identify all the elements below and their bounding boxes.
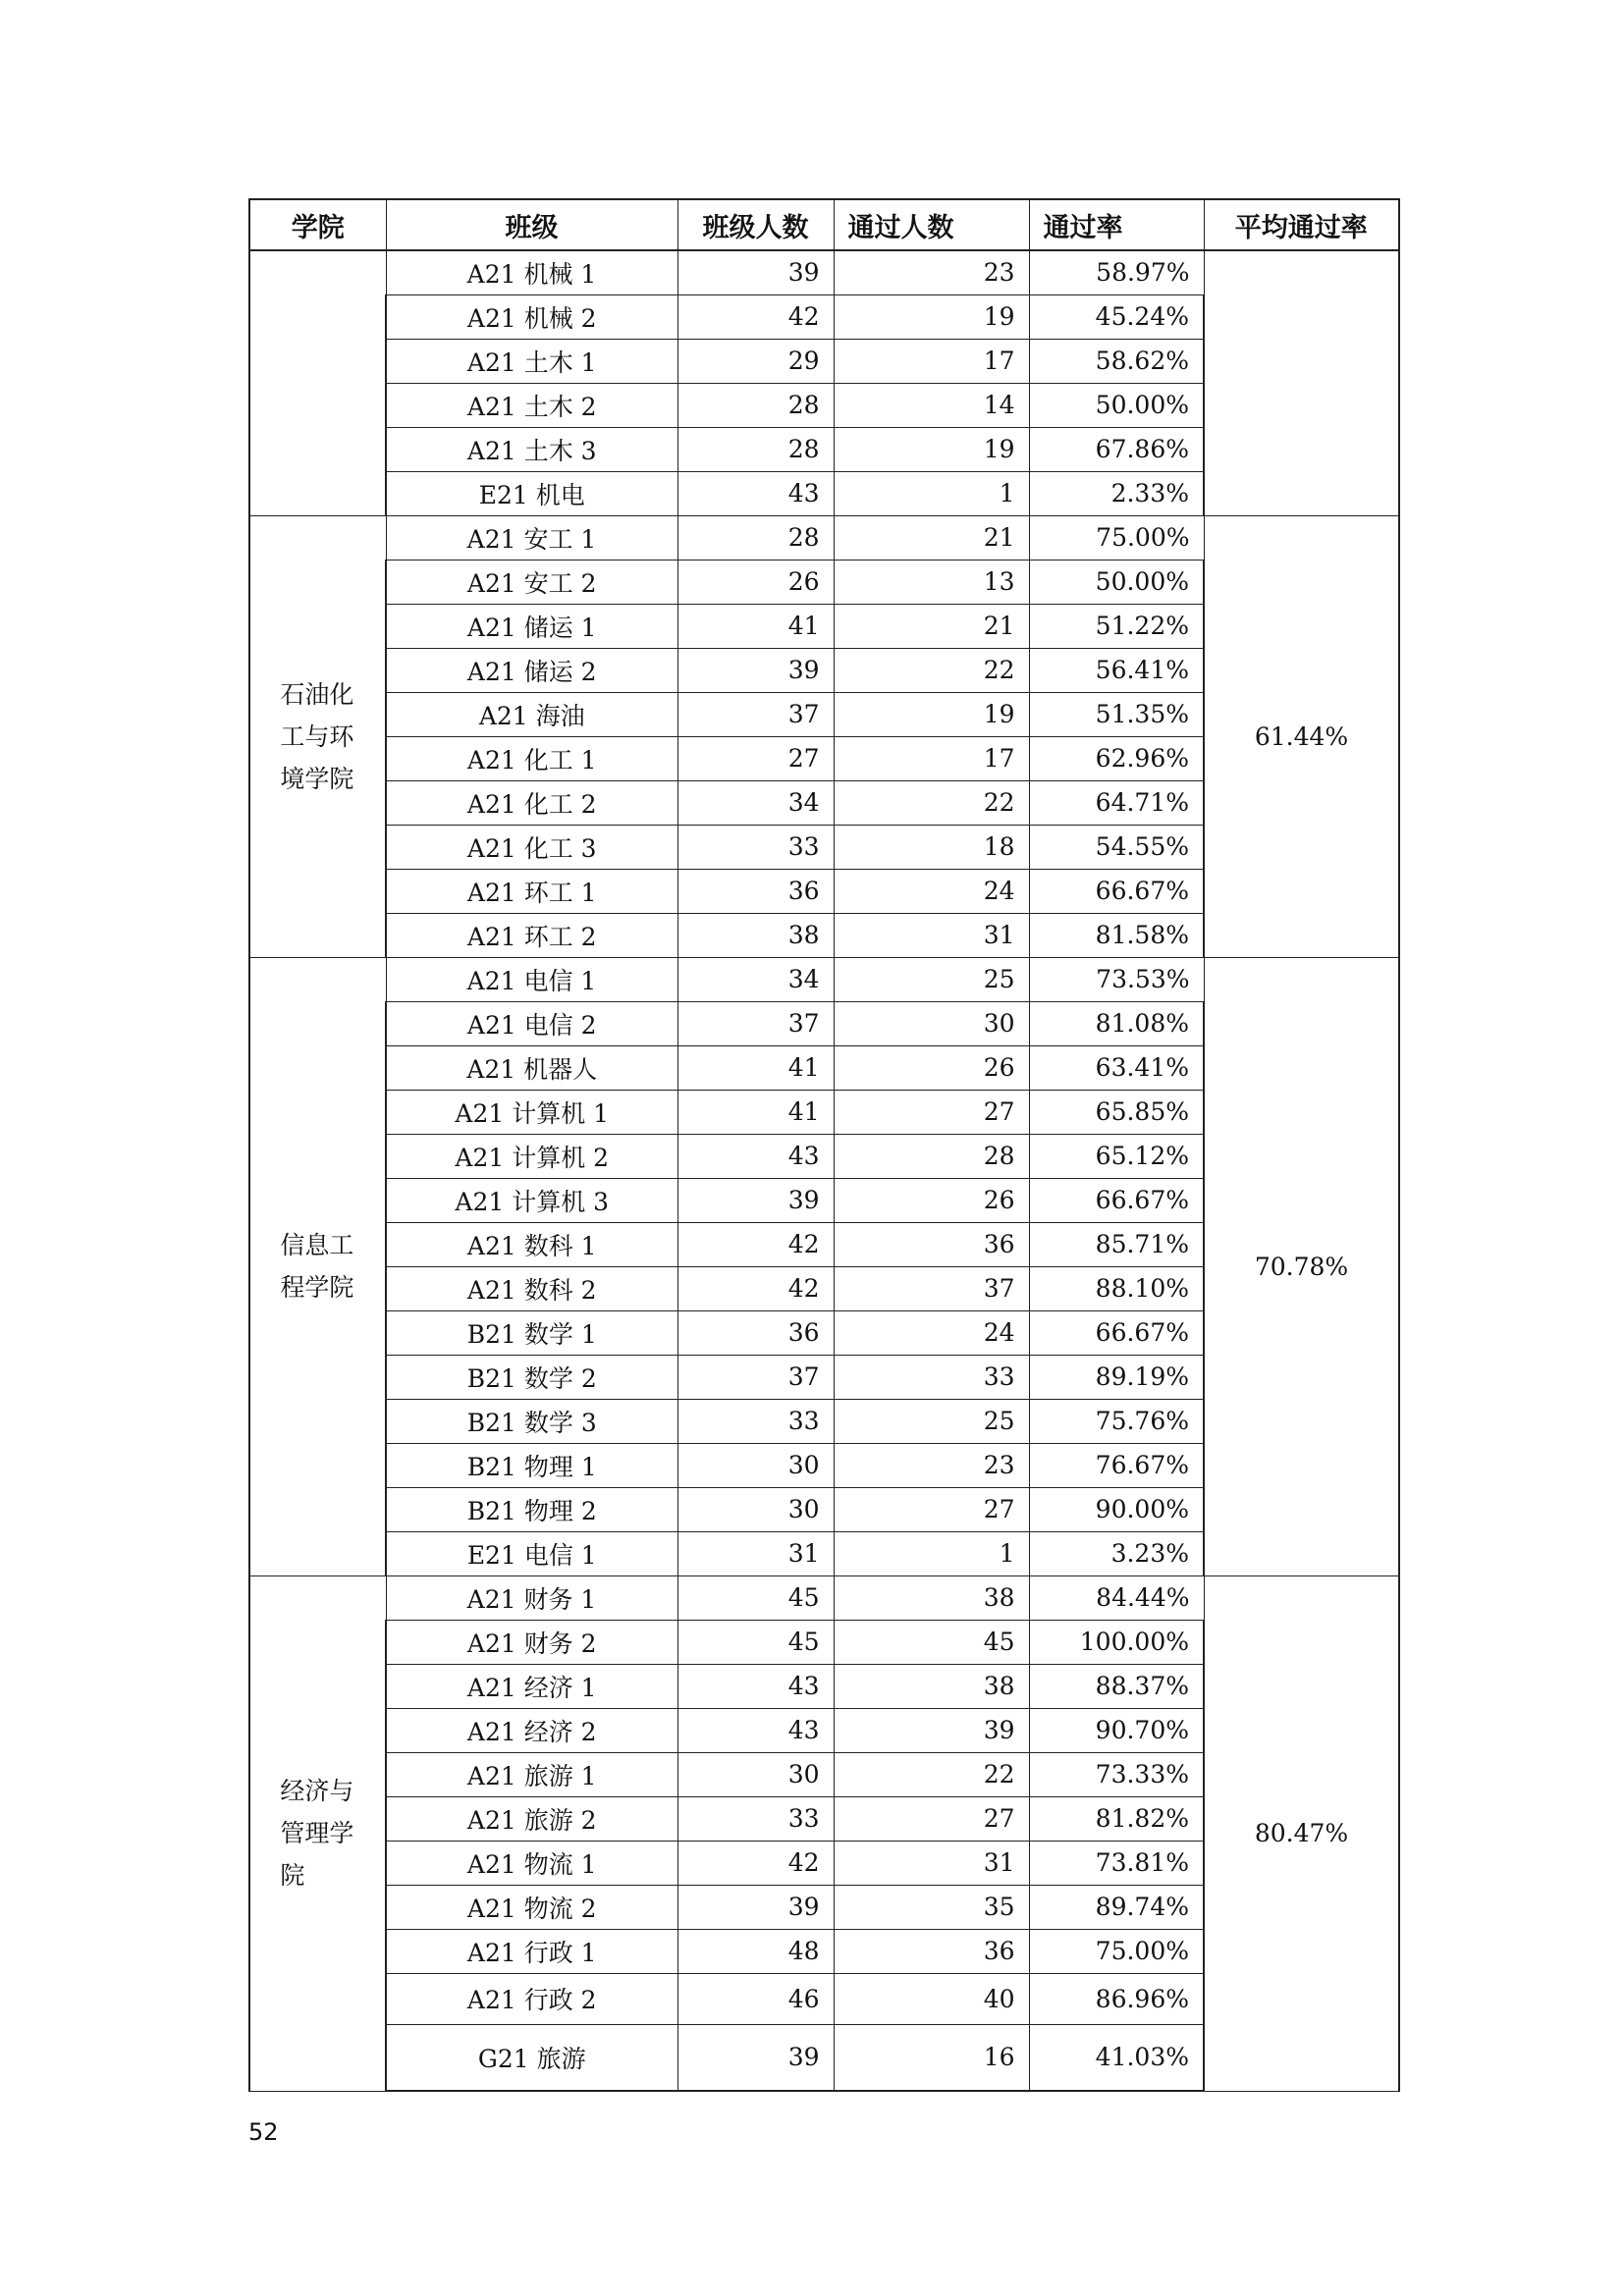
class-cell: B21 数学 1 <box>386 1310 677 1355</box>
passed-count-cell: 38 <box>834 1575 1029 1620</box>
passed-count-cell: 19 <box>834 427 1029 471</box>
class-cell: A21 数科 2 <box>386 1266 677 1310</box>
passed-count-cell: 27 <box>834 1090 1029 1134</box>
passed-count-cell: 18 <box>834 825 1029 869</box>
header-class-size: 班级人数 <box>677 199 834 250</box>
passed-count-cell: 37 <box>834 1266 1029 1310</box>
class-size-cell: 28 <box>677 383 834 427</box>
class-cell: A21 土木 1 <box>386 339 677 383</box>
passed-count-cell: 27 <box>834 1487 1029 1531</box>
passed-count-cell: 38 <box>834 1664 1029 1708</box>
class-cell: A21 行政 1 <box>386 1929 677 1973</box>
class-size-cell: 42 <box>677 1841 834 1885</box>
college-cell <box>249 957 386 1575</box>
pass-rate-cell: 66.67% <box>1029 1178 1204 1222</box>
class-cell: E21 机电 <box>386 471 677 515</box>
class-size-cell: 33 <box>677 825 834 869</box>
pass-rate-cell: 62.96% <box>1029 736 1204 780</box>
class-size-cell: 43 <box>677 471 834 515</box>
pass-rate-cell: 84.44% <box>1029 1575 1204 1620</box>
class-size-cell: 43 <box>677 1134 834 1178</box>
passed-count-cell: 33 <box>834 1355 1029 1399</box>
average-pass-rate-cell: 80.47% <box>1204 1575 1399 2091</box>
class-size-cell: 29 <box>677 339 834 383</box>
pass-rate-cell: 67.86% <box>1029 427 1204 471</box>
passed-count-cell: 22 <box>834 648 1029 692</box>
class-cell: A21 储运 1 <box>386 604 677 648</box>
pass-rate-cell: 66.67% <box>1029 869 1204 913</box>
passed-count-cell: 21 <box>834 515 1029 560</box>
pass-rate-cell: 81.08% <box>1029 1001 1204 1045</box>
class-cell: A21 行政 2 <box>386 1973 677 2024</box>
class-cell: G21 旅游 <box>386 2024 677 2091</box>
average-pass-rate-cell: 61.44% <box>1204 515 1399 957</box>
class-cell: A21 安工 1 <box>386 515 677 560</box>
header-pass-rate: 通过率 <box>1029 199 1204 250</box>
passed-count-cell: 45 <box>834 1620 1029 1664</box>
pass-rate-cell: 88.10% <box>1029 1266 1204 1310</box>
class-cell: A21 旅游 2 <box>386 1796 677 1841</box>
passed-count-cell: 22 <box>834 1752 1029 1796</box>
class-size-cell: 27 <box>677 736 834 780</box>
passed-count-cell: 14 <box>834 383 1029 427</box>
pass-rate-cell: 51.22% <box>1029 604 1204 648</box>
class-cell: A21 储运 2 <box>386 648 677 692</box>
pass-rate-cell: 73.81% <box>1029 1841 1204 1885</box>
class-cell: A21 电信 2 <box>386 1001 677 1045</box>
class-size-cell: 39 <box>677 2024 834 2091</box>
class-cell: A21 计算机 2 <box>386 1134 677 1178</box>
passed-count-cell: 22 <box>834 780 1029 825</box>
pass-rate-cell: 73.33% <box>1029 1752 1204 1796</box>
pass-rate-cell: 76.67% <box>1029 1443 1204 1487</box>
passed-count-cell: 30 <box>834 1001 1029 1045</box>
class-size-cell: 34 <box>677 957 834 1001</box>
passed-count-cell: 36 <box>834 1929 1029 1973</box>
passed-count-cell: 21 <box>834 604 1029 648</box>
pass-rate-cell: 90.00% <box>1029 1487 1204 1531</box>
header-row <box>249 199 1399 250</box>
class-cell: A21 环工 2 <box>386 913 677 957</box>
class-size-cell: 28 <box>677 427 834 471</box>
pass-rate-cell: 2.33% <box>1029 471 1204 515</box>
passed-count-cell: 26 <box>834 1178 1029 1222</box>
class-cell: A21 物流 2 <box>386 1885 677 1929</box>
class-cell: A21 电信 1 <box>386 957 677 1001</box>
class-size-cell: 33 <box>677 1796 834 1841</box>
class-cell: A21 土木 3 <box>386 427 677 471</box>
passed-count-cell: 31 <box>834 913 1029 957</box>
pass-rate-cell: 86.96% <box>1029 1973 1204 2024</box>
class-size-cell: 48 <box>677 1929 834 1973</box>
table-row <box>249 515 1399 560</box>
pass-rate-cell: 75.76% <box>1029 1399 1204 1443</box>
pass-rate-cell: 58.97% <box>1029 250 1204 294</box>
class-size-cell: 38 <box>677 913 834 957</box>
class-size-cell: 45 <box>677 1620 834 1664</box>
class-size-cell: 28 <box>677 515 834 560</box>
class-size-cell: 45 <box>677 1575 834 1620</box>
pass-rate-cell: 58.62% <box>1029 339 1204 383</box>
class-cell: A21 化工 1 <box>386 736 677 780</box>
class-size-cell: 30 <box>677 1487 834 1531</box>
college-name: 石油化工与环境学院 <box>280 679 354 793</box>
class-size-cell: 43 <box>677 1664 834 1708</box>
pass-rate-cell: 66.67% <box>1029 1310 1204 1355</box>
passed-count-cell: 17 <box>834 339 1029 383</box>
table-body <box>249 250 1399 2091</box>
passed-count-cell: 36 <box>834 1222 1029 1266</box>
passed-count-cell: 25 <box>834 957 1029 1001</box>
class-size-cell: 30 <box>677 1752 834 1796</box>
passed-count-cell: 23 <box>834 1443 1029 1487</box>
class-size-cell: 31 <box>677 1531 834 1575</box>
class-size-cell: 41 <box>677 1045 834 1090</box>
passed-count-cell: 40 <box>834 1973 1029 2024</box>
class-size-cell: 39 <box>677 648 834 692</box>
class-size-cell: 30 <box>677 1443 834 1487</box>
pass-rate-cell: 81.82% <box>1029 1796 1204 1841</box>
class-cell: A21 化工 2 <box>386 780 677 825</box>
passed-count-cell: 16 <box>834 2024 1029 2091</box>
passed-count-cell: 1 <box>834 1531 1029 1575</box>
pass-rate-cell: 65.12% <box>1029 1134 1204 1178</box>
class-cell: A21 旅游 1 <box>386 1752 677 1796</box>
class-cell: A21 土木 2 <box>386 383 677 427</box>
class-cell: A21 财务 1 <box>386 1575 677 1620</box>
class-cell: B21 数学 2 <box>386 1355 677 1399</box>
passed-count-cell: 27 <box>834 1796 1029 1841</box>
class-cell: B21 物理 2 <box>386 1487 677 1531</box>
pass-rate-cell: 3.23% <box>1029 1531 1204 1575</box>
class-cell: B21 数学 3 <box>386 1399 677 1443</box>
class-cell: A21 计算机 1 <box>386 1090 677 1134</box>
pass-rate-cell: 45.24% <box>1029 294 1204 339</box>
pass-rate-cell: 75.00% <box>1029 1929 1204 1973</box>
class-size-cell: 39 <box>677 1885 834 1929</box>
pass-rate-cell: 81.58% <box>1029 913 1204 957</box>
table-row <box>249 1575 1399 1620</box>
class-cell: A21 化工 3 <box>386 825 677 869</box>
class-size-cell: 37 <box>677 692 834 736</box>
class-size-cell: 39 <box>677 250 834 294</box>
average-pass-rate-cell <box>1204 250 1399 515</box>
class-size-cell: 42 <box>677 294 834 339</box>
class-size-cell: 26 <box>677 560 834 604</box>
class-size-cell: 36 <box>677 869 834 913</box>
table-row <box>249 957 1399 1001</box>
class-size-cell: 33 <box>677 1399 834 1443</box>
passed-count-cell: 17 <box>834 736 1029 780</box>
passed-count-cell: 23 <box>834 250 1029 294</box>
college-cell <box>249 250 386 515</box>
pass-rate-cell: 54.55% <box>1029 825 1204 869</box>
class-size-cell: 46 <box>677 1973 834 2024</box>
class-cell: A21 财务 2 <box>386 1620 677 1664</box>
pass-rate-cell: 50.00% <box>1029 383 1204 427</box>
passed-count-cell: 35 <box>834 1885 1029 1929</box>
header-college: 学院 <box>249 199 386 250</box>
passed-count-cell: 13 <box>834 560 1029 604</box>
class-size-cell: 34 <box>677 780 834 825</box>
header-average-pass-rate: 平均通过率 <box>1204 199 1399 250</box>
class-cell: A21 经济 2 <box>386 1708 677 1752</box>
passed-count-cell: 24 <box>834 1310 1029 1355</box>
passed-count-cell: 19 <box>834 692 1029 736</box>
pass-rate-cell: 85.71% <box>1029 1222 1204 1266</box>
class-cell: A21 物流 1 <box>386 1841 677 1885</box>
class-cell: A21 机械 1 <box>386 250 677 294</box>
table-row <box>249 250 1399 294</box>
header-class: 班级 <box>386 199 677 250</box>
passed-count-cell: 31 <box>834 1841 1029 1885</box>
class-size-cell: 36 <box>677 1310 834 1355</box>
passed-count-cell: 39 <box>834 1708 1029 1752</box>
class-cell: A21 经济 1 <box>386 1664 677 1708</box>
class-size-cell: 42 <box>677 1222 834 1266</box>
class-size-cell: 37 <box>677 1001 834 1045</box>
passed-count-cell: 19 <box>834 294 1029 339</box>
class-size-cell: 37 <box>677 1355 834 1399</box>
college-cell <box>249 515 386 957</box>
page-number: 52 <box>248 2118 279 2146</box>
college-cell <box>249 1575 386 2091</box>
pass-rate-cell: 64.71% <box>1029 780 1204 825</box>
passed-count-cell: 1 <box>834 471 1029 515</box>
pass-rate-cell: 63.41% <box>1029 1045 1204 1090</box>
pass-rate-cell: 89.74% <box>1029 1885 1204 1929</box>
class-cell: A21 机器人 <box>386 1045 677 1090</box>
class-size-cell: 41 <box>677 604 834 648</box>
passed-count-cell: 28 <box>834 1134 1029 1178</box>
class-cell: A21 环工 1 <box>386 869 677 913</box>
class-size-cell: 43 <box>677 1708 834 1752</box>
college-name: 信息工程学院 <box>280 1231 354 1302</box>
class-cell: B21 物理 1 <box>386 1443 677 1487</box>
pass-rate-cell: 88.37% <box>1029 1664 1204 1708</box>
class-cell: A21 数科 1 <box>386 1222 677 1266</box>
pass-rate-cell: 51.35% <box>1029 692 1204 736</box>
pass-rate-cell: 100.00% <box>1029 1620 1204 1664</box>
header-passed-count: 通过人数 <box>834 199 1029 250</box>
average-pass-rate-cell: 70.78% <box>1204 957 1399 1575</box>
class-cell: A21 海油 <box>386 692 677 736</box>
passed-count-cell: 25 <box>834 1399 1029 1443</box>
pass-rate-cell: 73.53% <box>1029 957 1204 1001</box>
pass-rate-cell: 90.70% <box>1029 1708 1204 1752</box>
class-size-cell: 41 <box>677 1090 834 1134</box>
class-size-cell: 39 <box>677 1178 834 1222</box>
class-cell: A21 安工 2 <box>386 560 677 604</box>
college-name: 经济与管理学院 <box>280 1777 354 1890</box>
pass-rate-cell: 56.41% <box>1029 648 1204 692</box>
class-cell: A21 计算机 3 <box>386 1178 677 1222</box>
class-size-cell: 42 <box>677 1266 834 1310</box>
passed-count-cell: 24 <box>834 869 1029 913</box>
passed-count-cell: 26 <box>834 1045 1029 1090</box>
pass-rate-cell: 50.00% <box>1029 560 1204 604</box>
class-cell: E21 电信 1 <box>386 1531 677 1575</box>
class-cell: A21 机械 2 <box>386 294 677 339</box>
pass-rate-cell: 89.19% <box>1029 1355 1204 1399</box>
pass-rate-cell: 75.00% <box>1029 515 1204 560</box>
pass-rate-cell: 41.03% <box>1029 2024 1204 2091</box>
pass-rate-table <box>248 198 1400 2092</box>
pass-rate-cell: 65.85% <box>1029 1090 1204 1134</box>
